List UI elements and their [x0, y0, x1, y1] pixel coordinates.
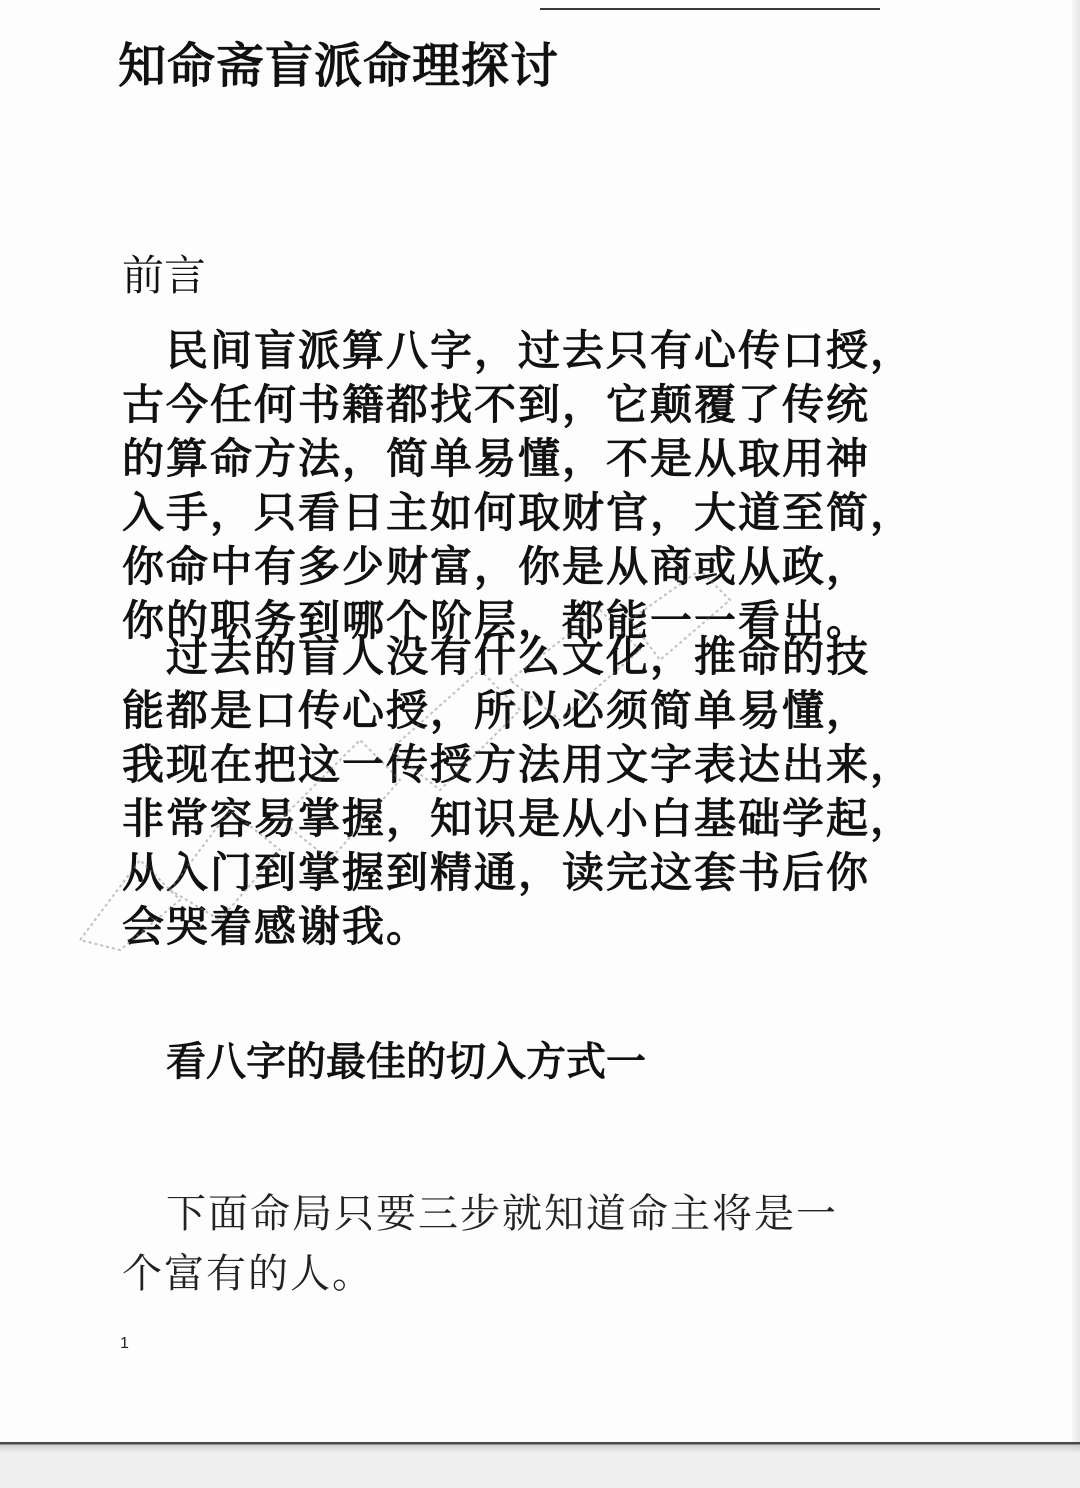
paragraph-line: 的算命方法，简单易懂，不是从取用神 — [122, 434, 871, 483]
section-heading-preface: 前言 — [122, 251, 207, 300]
paragraph-line: 非常容易掌握，知识是从小白基础学起， — [122, 794, 915, 843]
paragraph-line: 从入门到掌握到精通，读完这套书后你 — [122, 848, 871, 897]
scan-bottom-edge — [0, 1442, 1080, 1454]
paragraph-line: 入手，只看日主如何取财官，大道至简， — [122, 488, 915, 537]
paragraph-line: 下面命局只要三步就知道命主将是一 — [166, 1191, 838, 1237]
paragraph-line: 民间盲派算八字，过去只有心传口授， — [166, 326, 915, 375]
paragraph-line: 会哭着感谢我。 — [122, 902, 431, 951]
paragraph-line: 能都是口传心授，所以必须简单易懂， — [122, 686, 871, 735]
paragraph-line: 你命中有多少财富，你是从商或从政， — [122, 542, 871, 591]
subheading-entry-method: 看八字的最佳的切入方式一 — [166, 1038, 646, 1085]
paragraph-preface-2 — [122, 630, 915, 954]
paragraph-line: 你的职务到哪个阶层，都能一一看出。 — [122, 596, 871, 645]
paragraph-line: 古今任何书籍都找不到，它颠覆了传统 — [122, 380, 871, 429]
paragraph-line: 我现在把这一传授方法用文字表达出来， — [122, 740, 915, 789]
paragraph-line: 个富有的人。 — [122, 1251, 374, 1297]
paragraph-preface-1 — [122, 324, 915, 648]
paragraph-intro-steps — [122, 1184, 882, 1304]
page-number: 1 — [120, 1335, 129, 1352]
paragraph-line: 过去的盲人没有什么文化，推命的技 — [166, 632, 871, 681]
scan-right-edge — [1072, 0, 1080, 1488]
document-title: 知命斋盲派命理探讨 — [118, 38, 560, 94]
scan-bottom-band — [0, 1454, 1080, 1488]
scan-edge-line — [540, 8, 880, 10]
